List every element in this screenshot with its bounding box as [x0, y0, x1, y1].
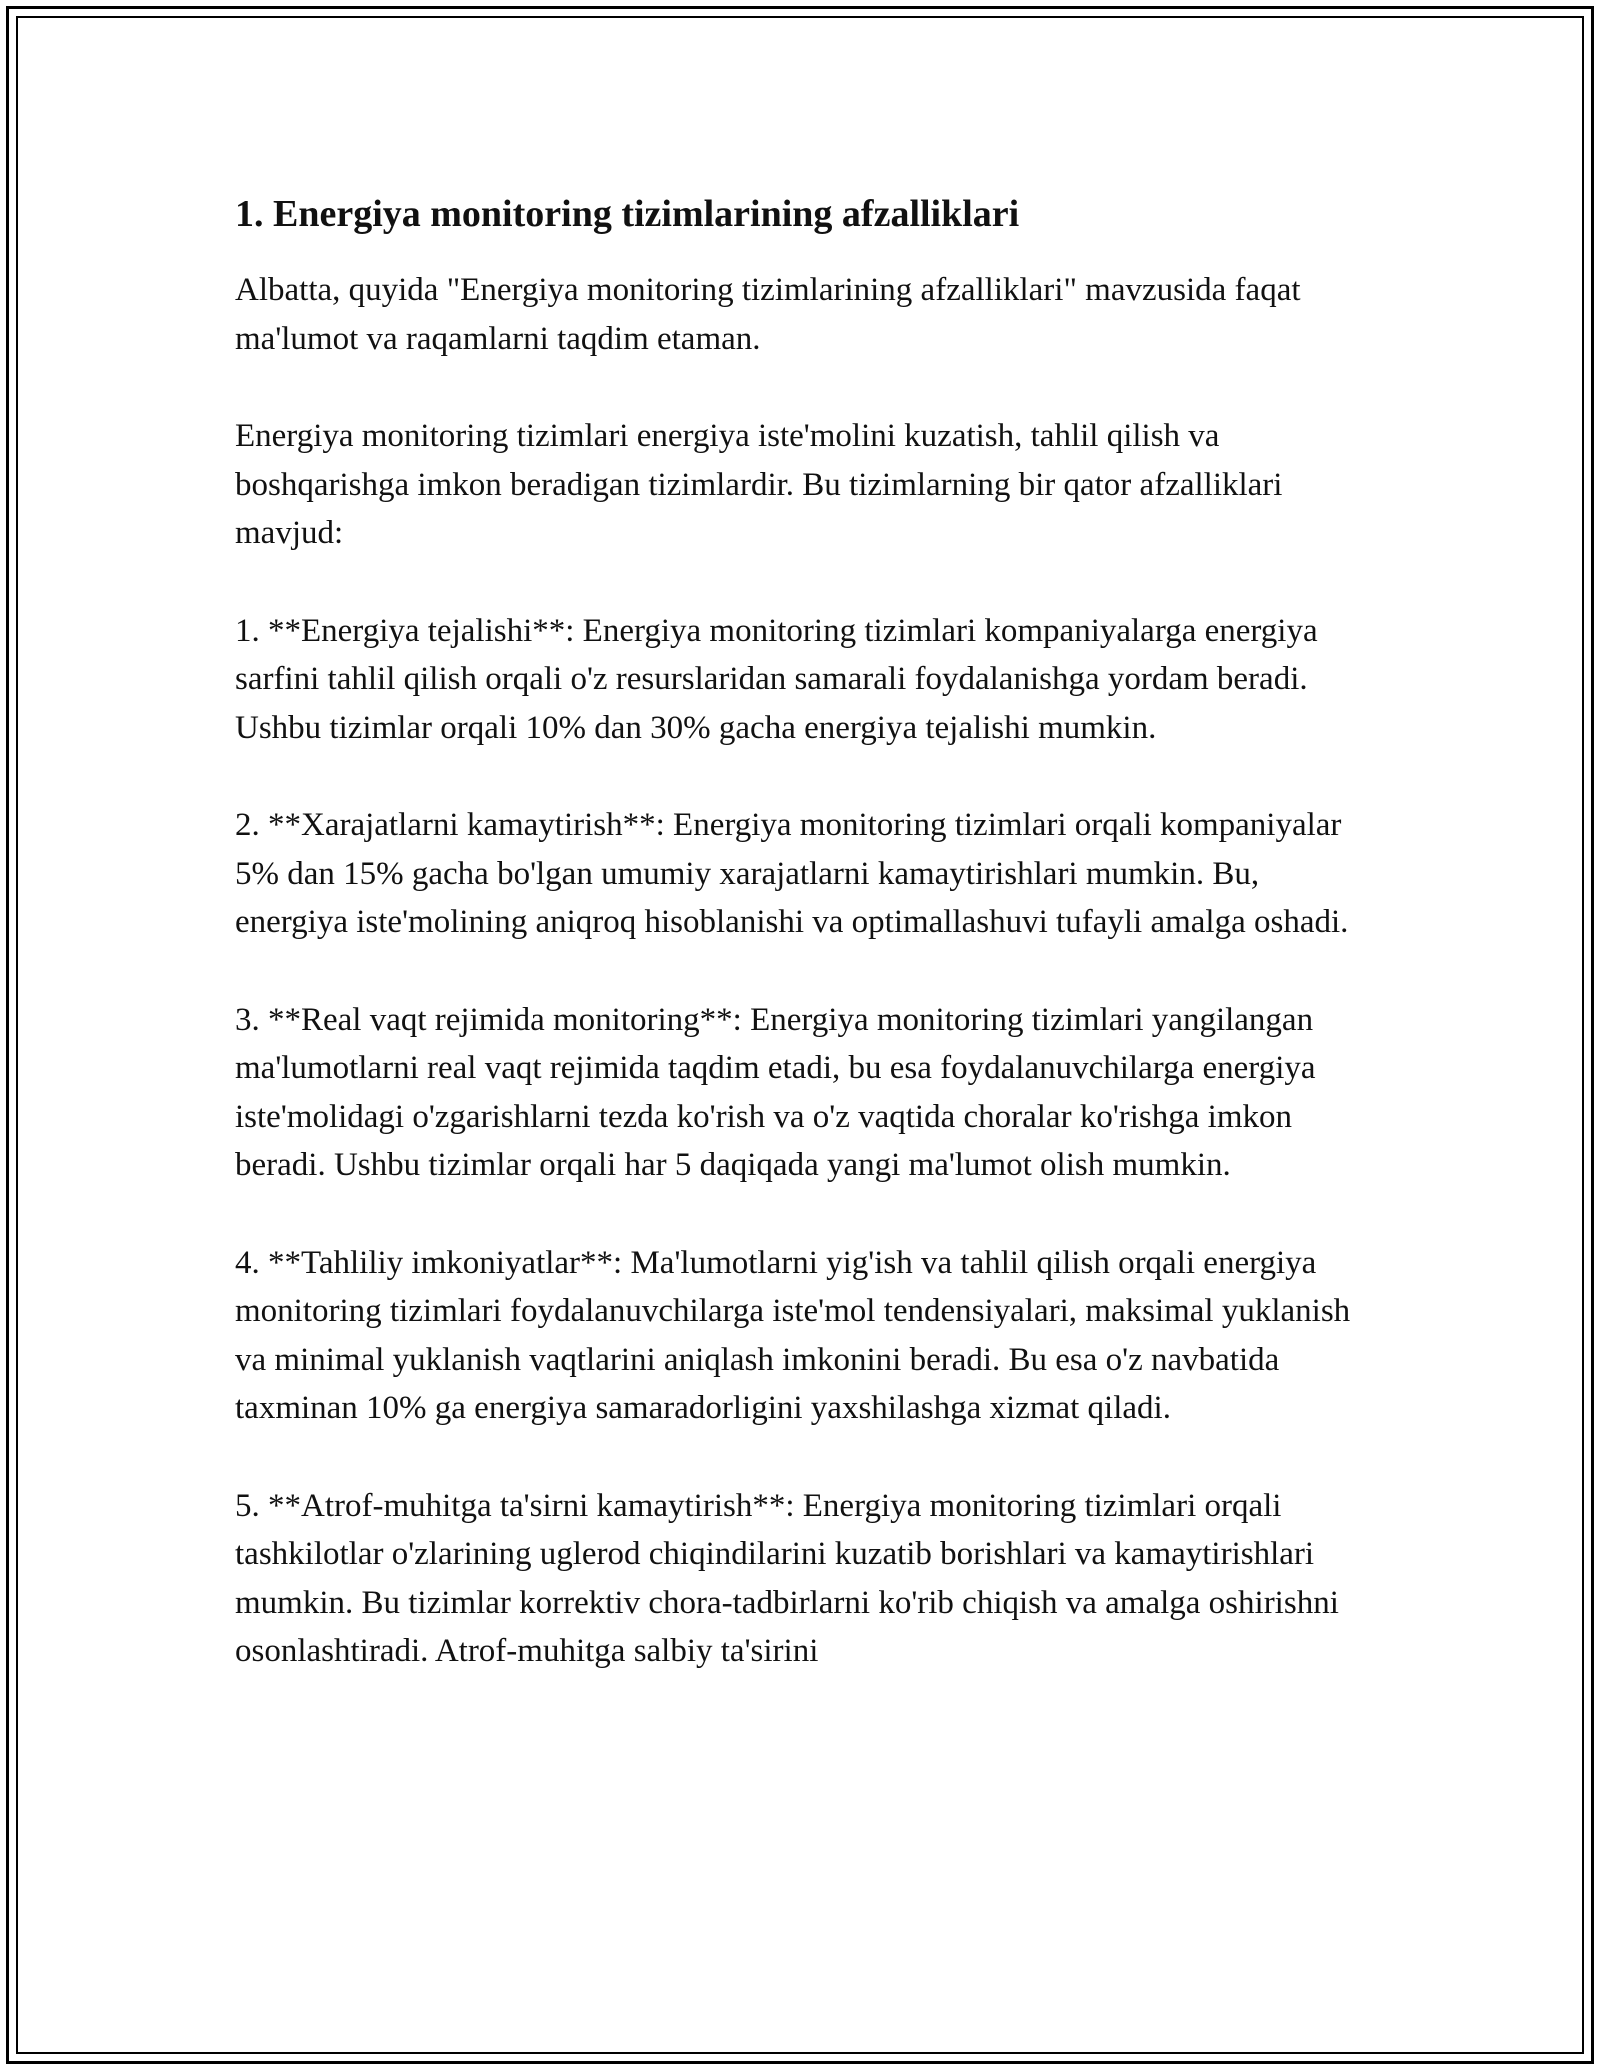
list-item-environmental-impact: 5. **Atrof-muhitga ta'sirni kamaytirish**: Energiya monitoring tizimlari orqali tashkilotlar o'zlarining uglerod chiqindilarini kuzatib borishlari va kamaytirishlari mumkin. Bu tizimlar korrektiv chora-tadbirlarni ko'rib chiqish va amalga oshirishni osonlashtiradi. Atrof-muhitga salbiy ta'sirini [235, 1487, 1339, 1669]
list-item-cost-reduction: 2. **Xarajatlarni kamaytirish**: Energiya monitoring tizimlari orqali kompaniyalar 5% dan 15% gacha bo'lgan umumiy xarajatlarni kamaytirishlari mumkin. Bu, energiya iste'molining aniqroq hisoblanishi va optimallashuvi tufayli amalga oshadi. [235, 807, 1349, 940]
intro-paragraph: Albatta, quyida "Energiya monitoring tizimlarining afzalliklari" mavzusida faqat ma'lumot va raqamlarni taqdim etaman. [235, 272, 1301, 357]
document-body [235, 186, 1365, 1725]
document-title: 1. Energiya monitoring tizimlarining afzalliklari [235, 193, 1020, 235]
list-item-analytics: 4. **Tahliliy imkoniyatlar**: Ma'lumotlarni yig'ish va tahlil qilish orqali energiya monitoring tizimlari foydalanuvchilarga iste'mol tendensiyalari, maksimal yuklanish va minimal yuklanish vaqtlarini aniqlash imkonini beradi. Bu esa o'z navbatida taxminan 10% ga energiya samaradorligini yaxshilashga xizmat qiladi. [235, 1244, 1351, 1426]
list-item-energy-saving: 1. **Energiya tejalishi**: Energiya monitoring tizimlari kompaniyalarga energiya sarfini tahlil qilish orqali o'z resurslaridan samarali foydalanishga yordam beradi. Ushbu tizimlar orqali 10% dan 30% gacha energiya tejalishi mumkin. [235, 612, 1318, 746]
list-item-real-time-monitoring: 3. **Real vaqt rejimida monitoring**: Energiya monitoring tizimlari yangilangan ma'lumotlarni real vaqt rejimida taqdim etadi, bu esa foydalanuvchilarga energiya iste'molidagi o'zgarishlarni tezda ko'rish va o'z vaqtida choralar ko'rishga imkon beradi. Ushbu tizimlar orqali har 5 daqiqada yangi ma'lumot olish mumkin. [235, 1001, 1316, 1183]
definition-paragraph: Energiya monitoring tizimlari energiya iste'molini kuzatish, tahlil qilish va boshqarishga imkon beradigan tizimlardir. Bu tizimlarning bir qator afzalliklari mavjud: [235, 418, 1283, 551]
